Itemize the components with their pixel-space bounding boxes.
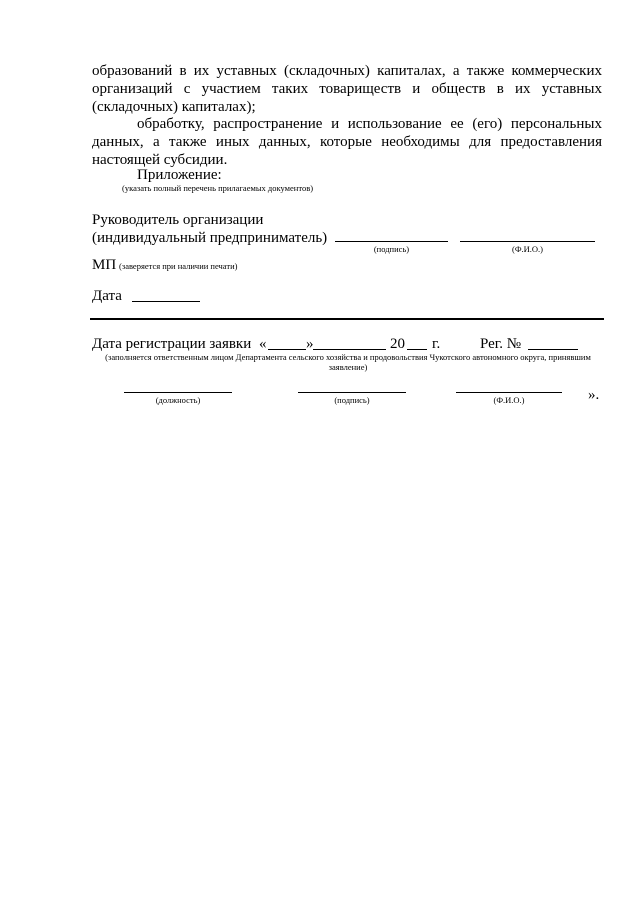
date-label: Дата [92,288,122,304]
registration-year-line[interactable] [407,349,427,350]
registration-number-line[interactable] [528,349,578,350]
registration-number-label: Рег. № [480,336,522,352]
paragraph-personal-data: обработку, распространение и использование ее (его) персональных данных, а также иных данных, которые необходимы для предоставления настоящей субсидии. [92,116,602,168]
attachment-label: Приложение: [137,167,222,183]
head-fio-line[interactable] [460,241,595,242]
registration-day-close: » [306,336,314,352]
official-fio-line[interactable] [456,392,562,393]
head-signature-caption: (подпись) [373,244,410,254]
head-fio-caption: (Ф.И.О.) [511,244,544,254]
closing-quote: ». [588,387,600,403]
registration-label: Дата регистрации заявки [92,336,252,352]
official-fio-caption: (Ф.И.О.) [493,395,525,405]
section-divider [90,318,604,320]
head-signature-line[interactable] [335,241,448,242]
paragraph-organizations: образований в их уставных (складочных) капиталах, а также коммерческих организаций с участием таких товариществ и обществ в их уставных (складочных) капиталах); [92,63,602,115]
official-signature-line[interactable] [298,392,406,393]
mp-note: (заверяется при наличии печати) [119,261,238,271]
official-signature-caption: (подпись) [334,395,370,405]
registration-month-line[interactable] [313,349,386,350]
registration-year-suffix: г. [432,336,441,352]
attachment-note: (указать полный перечень прилагаемых документов) [122,183,314,193]
mp-label: МП [92,257,117,273]
date-line[interactable] [132,301,200,302]
registration-day-open: « [259,336,267,352]
registration-year-prefix: 20 [390,336,405,352]
position-line[interactable] [124,392,232,393]
registration-note: (заполняется ответственным лицом Департамента сельского хозяйства и продовольствия Чукотского автономного округа, принявшим заявление) [105,352,591,372]
head-label-line1: Руководитель организации [92,212,264,228]
head-label-line2: (индивидуальный предприниматель) [92,230,328,246]
registration-day-line[interactable] [268,349,306,350]
position-caption: (должность) [155,395,201,405]
